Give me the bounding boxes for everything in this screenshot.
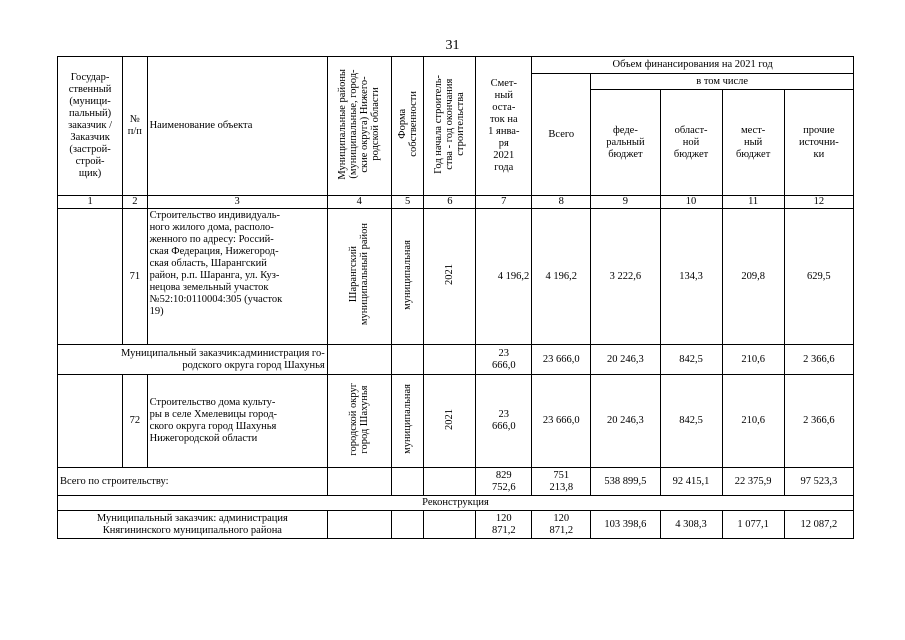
- column-number: 7: [476, 196, 532, 209]
- row71-ownership: муниципальная: [402, 239, 414, 310]
- row72-district-cell: [327, 375, 391, 468]
- customer-knyaginino-regional: 4 308,3: [660, 511, 722, 539]
- header-estimate-balance: Смет- ный оста- ток на 1 янва- ря 2021 года: [476, 57, 532, 196]
- row71-year-cell: [424, 209, 476, 345]
- customer-knyaginino-federal: 103 398,6: [591, 511, 660, 539]
- header-years-cell: [424, 57, 476, 196]
- customer-knyaginino-estimate: 120 871,2: [476, 511, 532, 539]
- header-districts-cell: [327, 57, 391, 196]
- column-number: 8: [532, 196, 591, 209]
- header-other: прочие источни- ки: [784, 90, 853, 196]
- customer-shahunya-total: 23 666,0: [532, 345, 591, 375]
- header-federal: феде- ральный бюджет: [591, 90, 660, 196]
- total-construction-label: Всего по строительству:: [58, 468, 328, 496]
- column-number: 3: [147, 196, 327, 209]
- row71-year: 2021: [444, 264, 456, 285]
- row71-estimate: 4 196,2: [476, 209, 532, 345]
- customer-knyaginino-other: 12 087,2: [784, 511, 853, 539]
- empty-cell: [391, 468, 424, 496]
- column-number: 1: [58, 196, 123, 209]
- header-including: в том числе: [591, 74, 854, 90]
- reconstruction-heading: Реконструкция: [58, 496, 854, 511]
- header-ownership: Форма собственности: [396, 91, 419, 157]
- header-total: Всего: [532, 74, 591, 196]
- customer-shahunya-federal: 20 246,3: [591, 345, 660, 375]
- financing-table: [57, 56, 854, 539]
- table-row: [58, 511, 854, 539]
- total-construction-other: 97 523,3: [784, 468, 853, 496]
- page-number: 31: [445, 38, 460, 53]
- row71-other: 629,5: [784, 209, 853, 345]
- header-object-name: Наименование объекта: [147, 57, 327, 196]
- column-number: 12: [784, 196, 853, 209]
- row72-estimate: 23 666,0: [476, 375, 532, 468]
- column-number: 11: [722, 196, 784, 209]
- row72-customer: [58, 375, 123, 468]
- header-row-1: [58, 57, 854, 74]
- customer-knyaginino-local: 1 077,1: [722, 511, 784, 539]
- empty-cell: [327, 511, 391, 539]
- row71-regional: 134,3: [660, 209, 722, 345]
- row72-regional: 842,5: [660, 375, 722, 468]
- empty-cell: [424, 511, 476, 539]
- row71-customer: [58, 209, 123, 345]
- table-row: [58, 345, 854, 375]
- customer-shahunya-estimate: 23 666,0: [476, 345, 532, 375]
- header-no: № п/п: [123, 57, 147, 196]
- customer-shahunya-local: 210,6: [722, 345, 784, 375]
- row72-ownership-cell: [391, 375, 424, 468]
- total-construction-estimate: 829 752,6: [476, 468, 532, 496]
- column-number: 2: [123, 196, 147, 209]
- customer-knyaginino-label: Муниципальный заказчик: администрация Княгининского муниципального района: [58, 511, 328, 539]
- row72-year: 2021: [444, 408, 456, 430]
- empty-cell: [327, 468, 391, 496]
- empty-cell: [424, 468, 476, 496]
- table-row: [58, 468, 854, 496]
- header-financing: Объем финансирования на 2021 год: [532, 57, 854, 74]
- row72-ownership: муниципальная: [402, 384, 414, 454]
- total-construction-federal: 538 899,5: [591, 468, 660, 496]
- empty-cell: [391, 345, 424, 375]
- row72-name: Строительство дома культу- ры в селе Хмелевицы город- ского округа город Шахунья Нижегородской области: [147, 375, 327, 468]
- row71-district-cell: [327, 209, 391, 345]
- header-districts: Муниципальные районы (муниципальные, город- ские округа) Нижего- родской области: [337, 68, 382, 180]
- row72-federal: 20 246,3: [591, 375, 660, 468]
- row72-total: 23 666,0: [532, 375, 591, 468]
- row71-name: Строительство индивидуаль- ного жилого дома, располо- женного по адресу: Россий- ская Федерация, Нижегород- ская область, Шарангский район, р.п. Шаранга, ул. Куз- нецова земельный участок №52:10:0110004:305 (участок 19): [147, 209, 327, 345]
- customer-shahunya-label: Муниципальный заказчик:администрация го- родского округа город Шахунья: [58, 345, 328, 375]
- row72-district: городской округ город Шахунья: [348, 382, 371, 456]
- column-number: 10: [660, 196, 722, 209]
- header-customer: Государ- ственный (муници- пальный) заказчик / Заказчик (застрой- строй- щик): [58, 57, 123, 196]
- empty-cell: [391, 511, 424, 539]
- row71-federal: 3 222,6: [591, 209, 660, 345]
- customer-shahunya-regional: 842,5: [660, 345, 722, 375]
- row71-no: 71: [123, 209, 147, 345]
- header-years: Год начала строитель- ства - год окончания строительства: [433, 74, 467, 174]
- row72-no: 72: [123, 375, 147, 468]
- customer-knyaginino-total: 120 871,2: [532, 511, 591, 539]
- row72-year-cell: [424, 375, 476, 468]
- table-row: [58, 209, 854, 345]
- header-regional: област- ной бюджет: [660, 90, 722, 196]
- column-number: 5: [391, 196, 424, 209]
- row71-total: 4 196,2: [532, 209, 591, 345]
- table-row: [58, 375, 854, 468]
- column-numbers-row: [58, 196, 854, 209]
- row72-local: 210,6: [722, 375, 784, 468]
- header-ownership-cell: [391, 57, 424, 196]
- column-number: 6: [424, 196, 476, 209]
- total-construction-total: 751 213,8: [532, 468, 591, 496]
- total-construction-regional: 92 415,1: [660, 468, 722, 496]
- total-construction-local: 22 375,9: [722, 468, 784, 496]
- row71-district: Шарангский муниципальный район: [348, 223, 371, 326]
- empty-cell: [424, 345, 476, 375]
- customer-shahunya-other: 2 366,6: [784, 345, 853, 375]
- column-number: 9: [591, 196, 660, 209]
- row72-other: 2 366,6: [784, 375, 853, 468]
- column-number: 4: [327, 196, 391, 209]
- row71-local: 209,8: [722, 209, 784, 345]
- empty-cell: [327, 345, 391, 375]
- row71-ownership-cell: [391, 209, 424, 345]
- header-local: мест- ный бюджет: [722, 90, 784, 196]
- table-row: [58, 496, 854, 511]
